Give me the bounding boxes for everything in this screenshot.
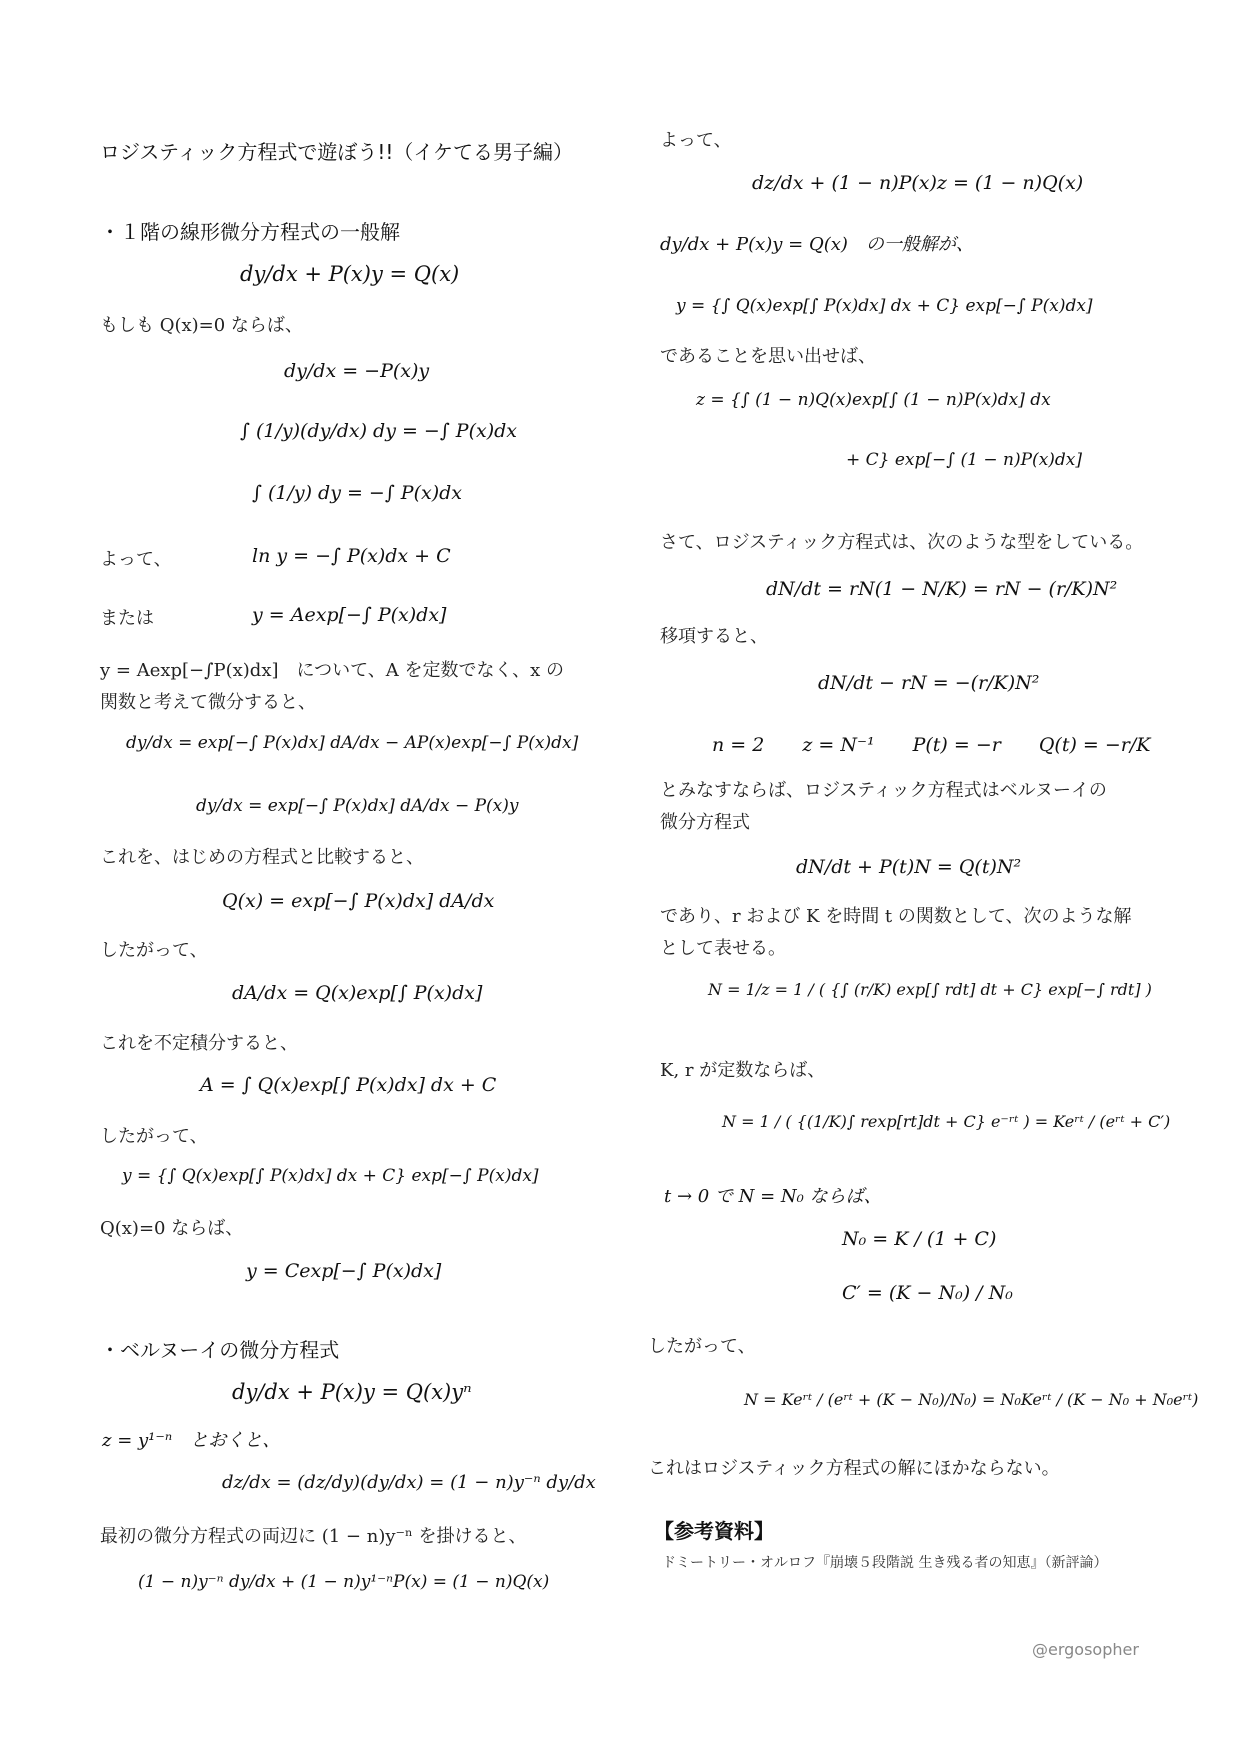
text-multiply: 最初の微分方程式の両辺に (1 − n)y⁻ⁿ を掛けると、 — [100, 1526, 527, 1547]
equation-bernoulli-form: dN/dt + P(t)N = Q(t)N² — [796, 856, 1022, 878]
equation-derivative-2: dy/dx = exp[−∫ P(x)dx] dA/dx − P(x)y — [196, 796, 519, 816]
text-integrate: これを不定積分すると、 — [100, 1033, 298, 1054]
equation-separable: dy/dx = −P(x)y — [284, 360, 430, 382]
equation-integral-2: ∫ (1/y) dy = −∫ P(x)dx — [252, 482, 462, 504]
equation-a: A = ∫ Q(x)exp[∫ P(x)dx] dx + C — [200, 1074, 497, 1096]
equation-da-dx: dA/dx = Q(x)exp[∫ P(x)dx] — [232, 982, 483, 1004]
section1-heading: ・１階の線形微分方程式の一般解 — [100, 220, 400, 244]
text-variation-2: 関数と考えて微分すると、 — [100, 692, 316, 713]
reference-heading: 【参考資料】 — [654, 1519, 774, 1543]
equation-z-solution-line1: z = {∫ (1 − n)Q(x)exp[∫ (1 − n)P(x)dx] dx — [696, 390, 1051, 410]
equation-homogeneous: y = Cexp[−∫ P(x)dx] — [246, 1260, 442, 1282]
equation-derivative-1: dy/dx = exp[−∫ P(x)dx] dA/dx − AP(x)exp[−∫ P(x)dx] — [126, 733, 579, 753]
equation-q: Q(x) = exp[−∫ P(x)dx] dA/dx — [222, 890, 495, 912]
equation-general-solution-recall: y = {∫ Q(x)exp[∫ P(x)dx] dx + C} exp[−∫ P(x)dx] — [676, 296, 1093, 316]
equation-n-general: N = 1/z = 1 / ( {∫ (r/K) exp[∫ rdt] dt + C} exp[−∫ rdt] ) — [708, 980, 1152, 999]
equation-n-constant: N = 1 / ( {(1/K)∫ rexp[rt]dt + C} e⁻ʳᵗ ) = Keʳᵗ / (eʳᵗ + C′) — [722, 1112, 1171, 1131]
text-bernoulli-1: とみなすならば、ロジスティック方程式はベルヌーイの — [660, 780, 1107, 801]
text-move-terms: 移項すると、 — [660, 626, 768, 647]
text-q-zero: Q(x)=0 ならば、 — [100, 1218, 244, 1239]
text-therefore: したがって、 — [648, 1336, 756, 1357]
equation-z-solution-line2: + C} exp[−∫ (1 − n)P(x)dx] — [846, 450, 1083, 470]
text-constants: K, r が定数ならば、 — [660, 1060, 826, 1081]
equation-c-prime: C′ = (K − N₀) / N₀ — [842, 1282, 1013, 1304]
text-bernoulli-2: 微分方程式 — [660, 812, 750, 833]
author-credit: @ergosopher — [1032, 1640, 1139, 1659]
text-solution-1: であり、r および K を時間 t の関数として、次のような解 — [660, 906, 1132, 927]
equation-identification: n = 2 z = N⁻¹ P(t) = −r Q(t) = −r/K — [712, 734, 1151, 756]
text-recall: であることを思い出せば、 — [660, 346, 876, 367]
equation-log: ln y = −∫ P(x)dx + C — [252, 545, 451, 567]
reference-item: ドミートリー・オルロフ『崩壊５段階説 生き残る者の知恵』（新評論） — [662, 1555, 1108, 1571]
equation-exp: y = Aexp[−∫ P(x)dx] — [252, 604, 447, 626]
text-if-q-zero: もしも Q(x)=0 ならば、 — [100, 315, 303, 336]
text-logistic-intro: さて、ロジスティック方程式は、次のような型をしている。 — [660, 532, 1144, 553]
equation-chain-rule: dz/dx = (dz/dy)(dy/dx) = (1 − n)y⁻ⁿ dy/dx — [222, 1472, 596, 1493]
equation-logistic: dN/dt = rN(1 − N/K) = rN − (r/K)N² — [766, 578, 1118, 600]
text-variation-1: y = Aexp[−∫P(x)dx] について、A を定数でなく、x の — [100, 660, 565, 681]
section1-main-equation: dy/dx + P(x)y = Q(x) — [240, 262, 460, 286]
equation-final-solution: N = Keʳᵗ / (eʳᵗ + (K − N₀)/N₀) = N₀Keʳᵗ / (K − N₀ + N₀eʳᵗ) — [744, 1390, 1199, 1409]
text-therefore-1: したがって、 — [100, 940, 208, 961]
section2-main-equation: dy/dx + P(x)y = Q(x)yⁿ — [232, 1380, 472, 1404]
equation-general-solution: y = {∫ Q(x)exp[∫ P(x)dx] dx + C} exp[−∫ P(x)dx] — [122, 1166, 539, 1186]
text-solution-2: として表せる。 — [660, 938, 786, 959]
equation-linear-z: dz/dx + (1 − n)P(x)z = (1 − n)Q(x) — [752, 172, 1084, 194]
text-limit: t → 0 で N = N₀ ならば、 — [664, 1186, 882, 1207]
equation-multiplied: (1 − n)y⁻ⁿ dy/dx + (1 − n)y¹⁻ⁿP(x) = (1 − n)Q(x) — [138, 1572, 550, 1592]
text-conclusion: これはロジスティック方程式の解にほかならない。 — [648, 1458, 1060, 1479]
text-yotte: よって、 — [100, 549, 172, 570]
equation-logistic-rearranged: dN/dt − rN = −(r/K)N² — [818, 672, 1040, 694]
section2-heading: ・ベルヌーイの微分方程式 — [100, 1338, 340, 1362]
text-general-solution-intro: dy/dx + P(x)y = Q(x) の一般解が、 — [660, 234, 974, 255]
text-substitution: z = y¹⁻ⁿ とおくと、 — [102, 1430, 281, 1451]
text-compare: これを、はじめの方程式と比較すると、 — [100, 847, 424, 868]
page-title: ロジスティック方程式で遊ぼう!!（イケてる男子編） — [100, 140, 574, 164]
text-matawa: または — [100, 608, 154, 629]
equation-n0: N₀ = K / (1 + C) — [842, 1228, 997, 1250]
equation-integral-1: ∫ (1/y)(dy/dx) dy = −∫ P(x)dx — [240, 420, 517, 442]
text-therefore-2: したがって、 — [100, 1126, 208, 1147]
right-text-yotte: よって、 — [660, 130, 732, 151]
